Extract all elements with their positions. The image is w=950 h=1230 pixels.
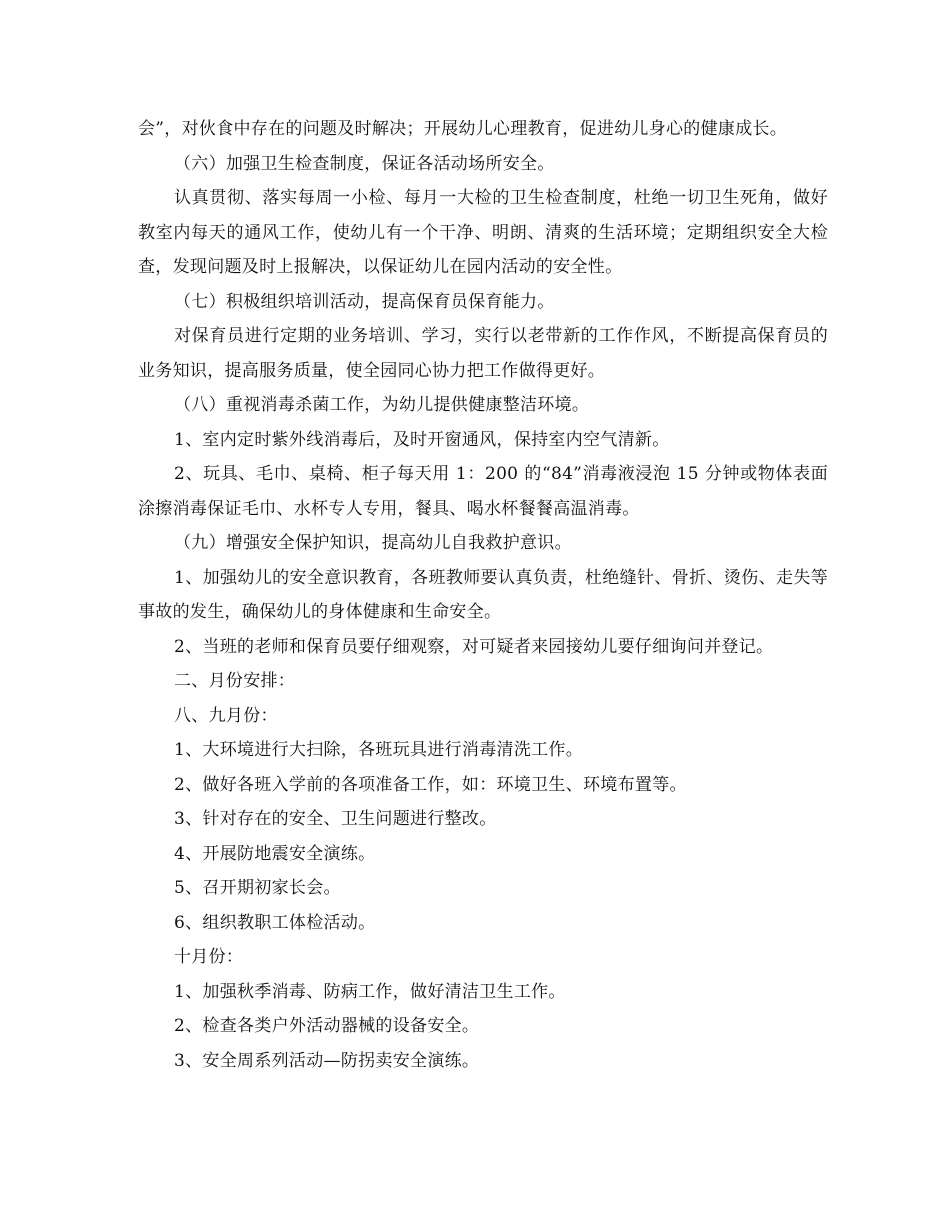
paragraph: 对保育员进行定期的业务培训、学习，实行以老带新的工作作风，不断提高保育员的业务知识，提高服务质量，使全园同心协力把工作做得更好。	[138, 326, 828, 381]
paragraph: 认真贯彻、落实每周一小检、每月一大检的卫生检查制度，杜绝一切卫生死角，做好教室内每天的通风工作，使幼儿有一个干净、明朗、清爽的生活环境；定期组织安全大检查，发现问题及时上报解决，以保证幼儿在园内活动的安全性。	[138, 188, 828, 277]
section-heading-8: （八）重视消毒杀菌工作，为幼儿提供健康整洁环境。	[174, 395, 590, 415]
section-heading-monthly-plan: 二、月份安排：	[174, 671, 296, 691]
list-item: 3、针对存在的安全、卫生问题进行整改。	[174, 809, 497, 829]
list-item: 2、做好各班入学前的各项准备工作，如：环境卫生、环境布置等。	[174, 774, 687, 795]
list-item: 1、加强秋季消毒、防病工作，做好清洁卫生工作。	[174, 981, 566, 1002]
list-item: 6、组织教职工体检活动。	[174, 912, 376, 933]
list-item: 1、室内定时紫外线消毒后，及时开窗通风，保持室内空气清新。	[174, 429, 670, 450]
list-item: 2、玩具、毛巾、桌椅、柜子每天用 1：200 的“84”消毒液浸泡 15 分钟或物体表面涂擦消毒保证毛巾、水杯专人专用，餐具、喝水杯餐餐高温消毒。	[138, 464, 828, 519]
section-heading-9: （九）增强安全保护知识，提高幼儿自我救护意识。	[174, 533, 572, 553]
list-item: 1、加强幼儿的安全意识教育，各班教师要认真负责，杜绝缝针、骨折、烫伤、走失等事故的发生，确保幼儿的身体健康和生命安全。	[138, 567, 828, 622]
document-page	[138, 112, 828, 1078]
paragraph-continuation: 会”，对伙食中存在的问题及时解决；开展幼儿心理教育，促进幼儿身心的健康成长。	[138, 119, 788, 139]
list-item: 2、检查各类户外活动器械的设备安全。	[174, 1016, 480, 1036]
list-item: 2、当班的老师和保育员要仔细观察，对可疑者来园接幼儿要仔细询问并登记。	[174, 636, 774, 657]
section-heading-6: （六）加强卫生检查制度，保证各活动场所安全。	[174, 153, 555, 174]
month-heading-aug-sep: 八、九月份：	[174, 705, 278, 726]
section-heading-7: （七）积极组织培训活动，提高保育员保育能力。	[174, 291, 555, 312]
list-item: 4、开展防地震安全演练。	[174, 843, 376, 864]
month-heading-oct: 十月份：	[174, 947, 244, 967]
list-item: 1、大环境进行大扫除，各班玩具进行消毒清洗工作。	[174, 740, 584, 760]
list-item: 3、安全周系列活动—防拐卖安全演练。	[174, 1050, 480, 1071]
list-item: 5、召开期初家长会。	[174, 878, 341, 898]
